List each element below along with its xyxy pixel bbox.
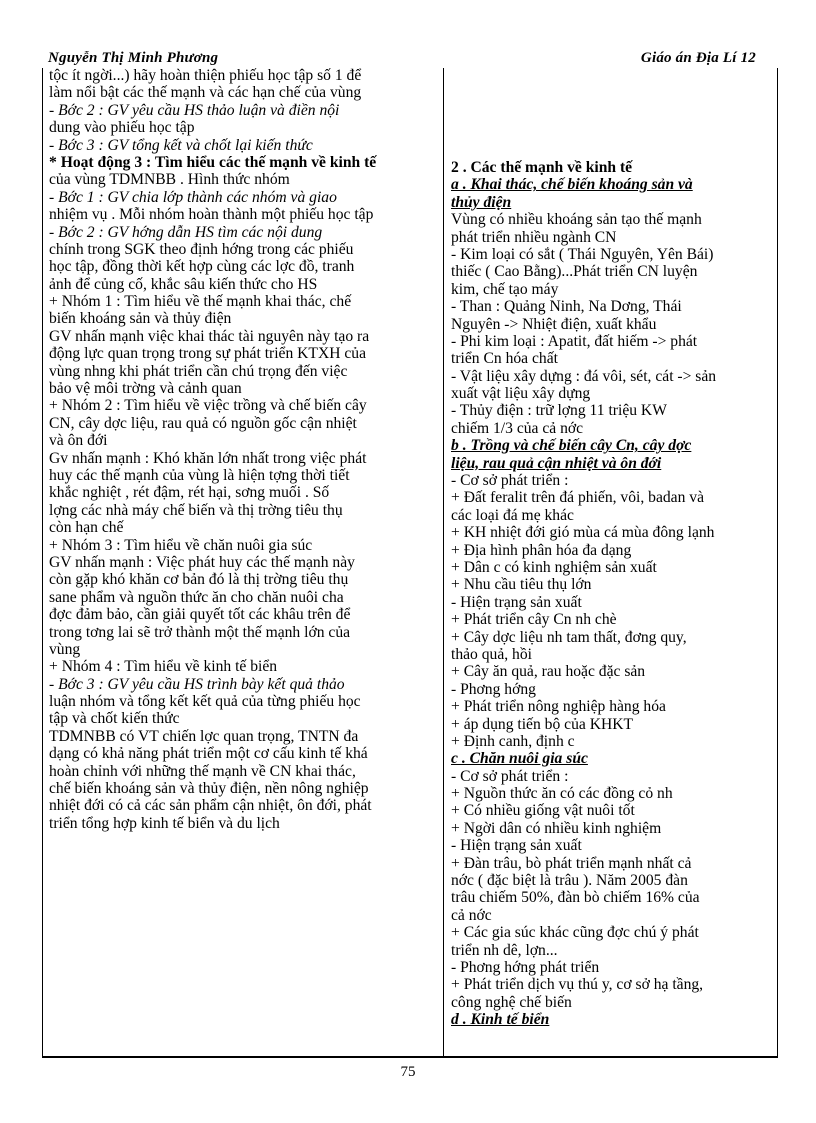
text-line: khắc nghiệt , rét đậm, rét hại, sơng muối . Số	[49, 484, 330, 502]
text-line: triển nh dê, lợn...	[451, 941, 558, 959]
text-line: nhiệm vụ . Mỗi nhóm hoàn thành một phiếu học tập	[49, 206, 374, 224]
subsection-heading: thủy điện	[451, 193, 512, 211]
text-line: + Ngời dân có nhiều kinh nghiệm	[451, 819, 662, 837]
text-line: còn hạn chế	[49, 519, 124, 537]
text-line: + áp dụng tiến bộ của KHKT	[451, 715, 634, 733]
text-line: - Hiện trạng sản xuất	[451, 837, 582, 855]
subsection-heading: liệu, rau quả cận nhiệt và ôn đới	[451, 454, 662, 472]
text-line: + Nhóm 2 : Tìm hiểu về việc trồng và chế biến cây	[49, 397, 367, 415]
text-line: thiếc ( Cao Bằng)...Phát triển CN luyện	[451, 263, 698, 281]
text-line: hoàn chỉnh với những thế mạnh về CN khai thác,	[49, 762, 356, 780]
text-line: + Định canh, định c	[451, 732, 575, 750]
text-line: GV nhấn mạnh việc khai thác tài nguyên này tạo ra	[49, 327, 370, 345]
text-line: - Bớc 3 : GV yêu cầu HS trình bày kết quả thảo	[49, 675, 345, 693]
text-line: + Phát triển cây Cn nh chè	[451, 611, 617, 629]
text-line: huy các thế mạnh của vùng là hiện tợng thời tiết	[49, 466, 350, 484]
text-line: + Dân c có kinh nghiệm sản xuất	[451, 558, 657, 576]
text-line: + Nhu cầu tiêu thụ lớn	[451, 576, 592, 594]
text-line: luận nhóm và tổng kết kết quả của từng phiếu học	[49, 693, 361, 711]
text-line: vùng nhng khi phát triển cần chú trọng đến việc	[49, 362, 348, 380]
text-line: tập và chốt kiến thức	[49, 710, 180, 728]
text-line: + Cây ăn quả, rau hoặc đặc sản	[451, 663, 646, 681]
subsection-heading: d . Kinh tế biển	[451, 1011, 550, 1029]
text-line: - Phơng hớng	[451, 680, 536, 698]
text-line: - Cơ sở phát triển :	[451, 472, 569, 490]
text-line: - Bớc 3 : GV tổng kết và chốt lại kiến thức	[49, 136, 313, 154]
text-line: ảnh để củng cố, khắc sâu kiến thức cho HS	[49, 275, 318, 293]
text-line: kim, chế tạo máy	[451, 280, 559, 298]
header-title: Giáo án Địa Lí 12	[640, 50, 756, 66]
text-line: - Bớc 1 : GV chia lớp thành các nhóm và giao	[49, 188, 337, 206]
text-line: xuất vật liệu xây dựng	[451, 385, 591, 403]
subsection-heading: a . Khai thác, chế biến khoáng sản và	[451, 176, 693, 194]
text-line: + Đàn trâu, bò phát triển mạnh nhất cả	[451, 854, 692, 872]
text-line: + Cây dợc liệu nh tam thất, đơng quy,	[451, 628, 687, 646]
text-line: - Bớc 2 : GV hớng dẫn HS tìm các nội dung	[49, 223, 323, 241]
text-line: lợng các nhà máy chế biến và thị trờng tiêu thụ	[49, 501, 343, 519]
text-line: Vùng có nhiều khoáng sản tạo thế mạnh	[451, 211, 702, 229]
column-divider	[443, 68, 444, 1056]
text-line: CN, cây dợc liệu, rau quả có nguồn gốc cận nhiệt	[49, 414, 357, 432]
text-line: chính trong SGK theo định hớng trong các phiếu	[49, 240, 354, 258]
text-line: - Cơ sở phát triển :	[451, 767, 569, 785]
text-line: + Nhóm 1 : Tìm hiểu về thế mạnh khai thác, chế	[49, 293, 352, 311]
text-line: trâu chiếm 50%, đàn bò chiếm 16% của	[451, 889, 700, 907]
text-line: trong tơng lai sẽ trở thành một thế mạnh lớn của	[49, 623, 351, 641]
text-line: biến khoáng sản và thủy điện	[49, 310, 232, 328]
text-line: đợc đảm bảo, cần giải quyết tốt các khâu trên để	[49, 606, 351, 624]
text-line: + Nguồn thức ăn có các đồng cỏ nh	[451, 785, 673, 803]
text-line: tộc ít ngời...) hãy hoàn thiện phiếu học tập số 1 để	[49, 67, 362, 84]
text-line: + KH nhiệt đới gió mùa cá mùa đông lạnh	[451, 524, 715, 542]
header-author: Nguyễn Thị Minh Phương	[48, 50, 219, 66]
right-column	[451, 159, 771, 1029]
text-line: bảo vệ môi trờng và cảnh quan	[49, 380, 242, 398]
left-column	[49, 67, 439, 832]
text-line: công nghệ chế biến	[451, 993, 572, 1011]
text-line: nớc ( đặc biệt là trâu ). Năm 2005 đàn	[451, 872, 688, 890]
text-line: của vùng TDMNBB . Hình thức nhóm	[49, 171, 290, 189]
text-line: làm nổi bật các thế mạnh và các hạn chế của vùng	[49, 84, 362, 102]
text-line: - Phơng hớng phát triển	[451, 958, 600, 976]
text-line: - Phi kim loại : Apatit, đất hiếm -> phát	[451, 332, 698, 350]
text-line: + Địa hình phân hóa đa dạng	[451, 541, 632, 559]
text-line: và ôn đới	[49, 432, 108, 450]
text-line: GV nhấn mạnh : Việc phát huy các thế mạnh này	[49, 553, 355, 571]
subsection-heading: c . Chăn nuôi gia súc	[451, 750, 588, 768]
text-line: nhiệt đới có cả các sản phẩm cận nhiệt, ôn đới, phát	[49, 797, 372, 815]
page-number: 75	[400, 1064, 416, 1080]
text-line: Nguyên -> Nhiệt điện, xuất khẩu	[451, 315, 657, 333]
text-line: + Nhóm 3 : Tìm hiểu về chăn nuôi gia súc	[49, 536, 313, 554]
text-line: học tập, đồng thời kết hợp cùng các lợc đồ, tranh	[49, 258, 355, 276]
text-line: thảo quả, hồi	[451, 645, 532, 663]
text-line: triển Cn hóa chất	[451, 350, 558, 368]
text-line: Gv nhấn mạnh : Khó khăn lớn nhất trong việc phát	[49, 449, 367, 467]
text-line: - Vật liệu xây dựng : đá vôi, sét, cát -> sản	[451, 367, 717, 385]
text-line: chiếm 1/3 của cả nớc	[451, 419, 584, 437]
text-line: còn gặp khó khăn cơ bản đó là thị trờng tiêu thụ	[49, 571, 349, 589]
text-line: + Phát triển dịch vụ thú y, cơ sở hạ tầng,	[451, 976, 704, 994]
text-line: + Nhóm 4 : Tìm hiểu về kinh tế biển	[49, 658, 278, 676]
text-line: các loại đá mẹ khác	[451, 506, 574, 524]
text-line: chế biến khoáng sản và thủy điện, nền nông nghiệp	[49, 780, 369, 798]
text-line: dung vào phiếu học tập	[49, 119, 195, 137]
text-line: triển tổng hợp kinh tế biển và du lịch	[49, 814, 280, 832]
text-line: * Hoạt động 3 : Tìm hiểu các thế mạnh về kinh tế	[49, 153, 377, 171]
subsection-heading: b . Trồng và chế biến cây Cn, cây dợc	[451, 437, 692, 455]
text-line: - Hiện trạng sản xuất	[451, 593, 582, 611]
text-line: cả nớc	[451, 906, 492, 924]
text-line: phát triển nhiều ngành CN	[451, 228, 617, 246]
text-line: động lực quan trọng trong sự phát triển KTXH của	[49, 345, 367, 363]
section-heading: 2 . Các thế mạnh về kinh tế	[451, 159, 633, 176]
text-line: sane phẩm và nguồn thức ăn cho chăn nuôi cha	[49, 588, 344, 606]
text-line: + Các gia súc khác cũng đợc chú ý phát	[451, 924, 699, 942]
text-line: - Than : Quảng Ninh, Na Dơng, Thái	[451, 298, 682, 316]
text-line: + Phát triển nông nghiệp hàng hóa	[451, 698, 666, 716]
text-line: + Đất feralit trên đá phiến, vôi, badan và	[451, 489, 705, 507]
text-line: TDMNBB có VT chiến lợc quan trọng, TNTN đa	[49, 727, 359, 745]
text-line: - Kim loại có sắt ( Thái Nguyên, Yên Bái)	[451, 245, 714, 263]
text-line: + Có nhiều giống vật nuôi tốt	[451, 802, 635, 820]
text-line: vùng	[49, 640, 81, 658]
text-line: dạng có khả năng phát triển một cơ cấu kinh tế khá	[49, 745, 368, 763]
text-line: - Thủy điện : trữ lợng 11 triệu KW	[451, 402, 667, 420]
text-line: - Bớc 2 : GV yêu cầu HS thảo luận và điền nội	[49, 101, 340, 119]
